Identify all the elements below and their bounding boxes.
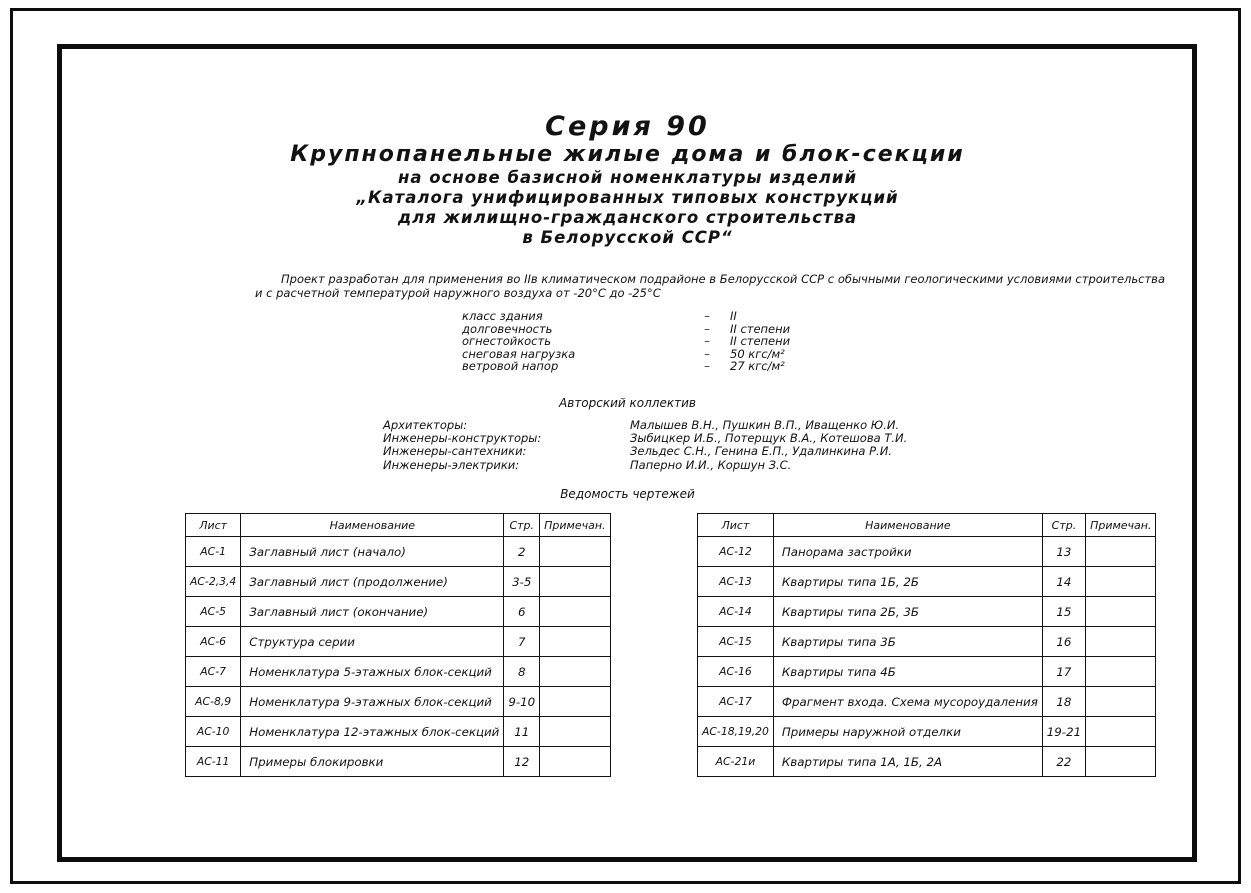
table-cell: АС-5 — [186, 597, 241, 627]
table-cell: АС-2,3,4 — [186, 567, 241, 597]
table-cell: Заглавный лист (окончание) — [241, 597, 504, 627]
table-cell: ветровой напор — [462, 359, 559, 374]
table-cell: АС-7 — [186, 657, 241, 687]
table-row — [698, 747, 1156, 777]
subtitle-line-1: на основе базисной номенклатуры изделий — [397, 168, 858, 187]
table-cell: Квартиры типа 4Б — [773, 657, 1042, 687]
table-row — [186, 514, 611, 537]
table-cell — [540, 687, 610, 717]
sheet-list-right-header — [698, 514, 1156, 537]
table-cell: 2 — [504, 537, 540, 567]
table-cell — [1086, 717, 1156, 747]
project-description: Проект разработан для применения во IIв климатическом подрайоне в Белорусской ССР с обычными геологическими условиями строительства и с расчетной температурой наружного воздуха от -20°С до -25°С — [255, 272, 1165, 300]
table-row — [462, 360, 870, 373]
table-cell: Заглавный лист (начало) — [241, 537, 504, 567]
table-cell: АС-21и — [698, 747, 774, 777]
subtitle-line-2: „Каталога унифицированных типовых конструкций — [356, 188, 899, 207]
table-cell: Лист — [698, 514, 774, 537]
table-cell: АС-11 — [186, 747, 241, 777]
table-cell — [1086, 747, 1156, 777]
sheet-list-left-body — [186, 537, 611, 777]
table-cell — [1086, 687, 1156, 717]
subtitle-line-4: в Белорусской ССР“ — [522, 228, 733, 247]
table-row — [698, 627, 1156, 657]
table-cell: – — [704, 334, 710, 349]
table-cell: Стр. — [1042, 514, 1085, 537]
table-cell: класс здания — [462, 309, 543, 323]
table-cell: Номенклатура 12-этажных блок-секций — [241, 717, 504, 747]
table-row — [383, 445, 907, 458]
sheet-list-table-left — [185, 513, 611, 777]
table-cell: огнестойкость — [462, 334, 551, 349]
table-cell — [1086, 567, 1156, 597]
table-row — [186, 567, 611, 597]
table-cell: Номенклатура 5-этажных блок-секций — [241, 657, 504, 687]
table-cell: 15 — [1042, 597, 1085, 627]
table-cell: Архитекторы: — [383, 418, 468, 432]
sheet-list-right-body — [698, 537, 1156, 777]
table-row — [186, 627, 611, 657]
table-cell: 19-21 — [1042, 717, 1085, 747]
table-cell: 18 — [1042, 687, 1085, 717]
table-cell: АС-6 — [186, 627, 241, 657]
sheet-list-table-right — [697, 513, 1156, 777]
table-row — [698, 657, 1156, 687]
table-cell: АС-17 — [698, 687, 774, 717]
table-cell: Примечан. — [1086, 514, 1156, 537]
authors-table-body — [383, 419, 907, 472]
table-cell: – — [704, 359, 710, 374]
table-cell: снеговая нагрузка — [462, 346, 576, 361]
table-row — [698, 717, 1156, 747]
table-cell: долговечность — [462, 321, 553, 336]
table-cell — [540, 747, 610, 777]
table-row — [462, 335, 870, 348]
table-cell: Квартиры типа 3Б — [773, 627, 1042, 657]
table-row — [186, 597, 611, 627]
table-cell: Инженеры-сантехники: — [383, 444, 527, 459]
table-cell: АС-10 — [186, 717, 241, 747]
table-cell: Квартиры типа 1Б, 2Б — [773, 567, 1042, 597]
table-cell: Примечан. — [540, 514, 610, 537]
table-row — [698, 537, 1156, 567]
table-cell: Зыбицкер И.Б., Потерщук В.А., Котешова Т.И. — [630, 431, 908, 446]
sheet-list-heading: Ведомость чертежей — [560, 487, 695, 501]
table-row — [698, 597, 1156, 627]
table-cell: 13 — [1042, 537, 1085, 567]
table-cell: Инженеры-электрики: — [383, 457, 520, 472]
table-cell: Заглавный лист (продолжение) — [241, 567, 504, 597]
table-cell: – — [704, 346, 710, 361]
table-cell: II — [730, 309, 737, 323]
table-cell: 9-10 — [504, 687, 540, 717]
table-cell: Панорама застройки — [773, 537, 1042, 567]
table-cell: АС-12 — [698, 537, 774, 567]
table-cell: II степени — [730, 334, 791, 349]
authors-heading: Авторский коллектив — [559, 396, 696, 410]
table-cell: Инженеры-конструкторы: — [383, 431, 542, 446]
table-cell: АС-16 — [698, 657, 774, 687]
table-row — [186, 717, 611, 747]
series-title: Серия 90 — [545, 111, 710, 142]
table-cell — [1086, 657, 1156, 687]
table-cell: II степени — [730, 321, 791, 336]
table-cell: 16 — [1042, 627, 1085, 657]
table-cell — [540, 717, 610, 747]
table-cell: Квартиры типа 1А, 1Б, 2А — [773, 747, 1042, 777]
subtitle-line-3: для жилищно-гражданского строительства — [397, 208, 858, 227]
table-cell — [1086, 597, 1156, 627]
table-cell: Лист — [186, 514, 241, 537]
table-cell: 7 — [504, 627, 540, 657]
table-cell: Наименование — [241, 514, 504, 537]
table-cell: АС-15 — [698, 627, 774, 657]
table-row — [698, 567, 1156, 597]
main-title: Крупнопанельные жилые дома и блок-секции — [290, 142, 965, 167]
table-cell: 50 кгс/м² — [730, 346, 785, 361]
table-cell: АС-14 — [698, 597, 774, 627]
table-cell: 6 — [504, 597, 540, 627]
table-row — [186, 687, 611, 717]
table-cell: Паперно И.И., Коршун З.С. — [630, 457, 792, 472]
table-cell — [1086, 627, 1156, 657]
specs-table-body — [462, 310, 870, 373]
table-cell: 3-5 — [504, 567, 540, 597]
table-cell: Малышев В.Н., Пушкин В.П., Иващенко Ю.И. — [630, 418, 900, 432]
table-cell: 17 — [1042, 657, 1085, 687]
table-cell: – — [704, 321, 710, 336]
table-row — [698, 514, 1156, 537]
table-cell — [540, 627, 610, 657]
table-cell — [540, 537, 610, 567]
table-cell: АС-13 — [698, 567, 774, 597]
table-cell: АС-1 — [186, 537, 241, 567]
title-block — [75, 112, 1180, 248]
table-cell: 22 — [1042, 747, 1085, 777]
table-cell: 14 — [1042, 567, 1085, 597]
table-cell: – — [704, 309, 710, 323]
table-row — [186, 657, 611, 687]
building-specs — [462, 310, 870, 373]
table-cell: 12 — [504, 747, 540, 777]
table-cell — [540, 567, 610, 597]
table-cell — [540, 657, 610, 687]
table-cell: Примеры наружной отделки — [773, 717, 1042, 747]
table-row — [698, 687, 1156, 717]
authors-list — [383, 419, 907, 472]
sheet-list-left-header — [186, 514, 611, 537]
table-row — [383, 459, 907, 472]
table-cell: 11 — [504, 717, 540, 747]
table-cell: АС-18,19,20 — [698, 717, 774, 747]
table-row — [186, 537, 611, 567]
table-cell: Номенклатура 9-этажных блок-секций — [241, 687, 504, 717]
table-cell: Квартиры типа 2Б, 3Б — [773, 597, 1042, 627]
table-cell — [540, 597, 610, 627]
table-cell: Зельдес С.Н., Генина Е.П., Удалинкина Р.И. — [630, 444, 892, 459]
table-cell: АС-8,9 — [186, 687, 241, 717]
table-row — [186, 747, 611, 777]
table-cell: Фрагмент входа. Схема мусороудаления — [773, 687, 1042, 717]
table-cell: 8 — [504, 657, 540, 687]
table-cell: 27 кгс/м² — [730, 359, 785, 374]
table-cell: Наименование — [773, 514, 1042, 537]
table-row — [462, 310, 870, 323]
table-cell — [1086, 537, 1156, 567]
table-cell: Примеры блокировки — [241, 747, 504, 777]
table-cell: Структура серии — [241, 627, 504, 657]
table-cell: Стр. — [504, 514, 540, 537]
